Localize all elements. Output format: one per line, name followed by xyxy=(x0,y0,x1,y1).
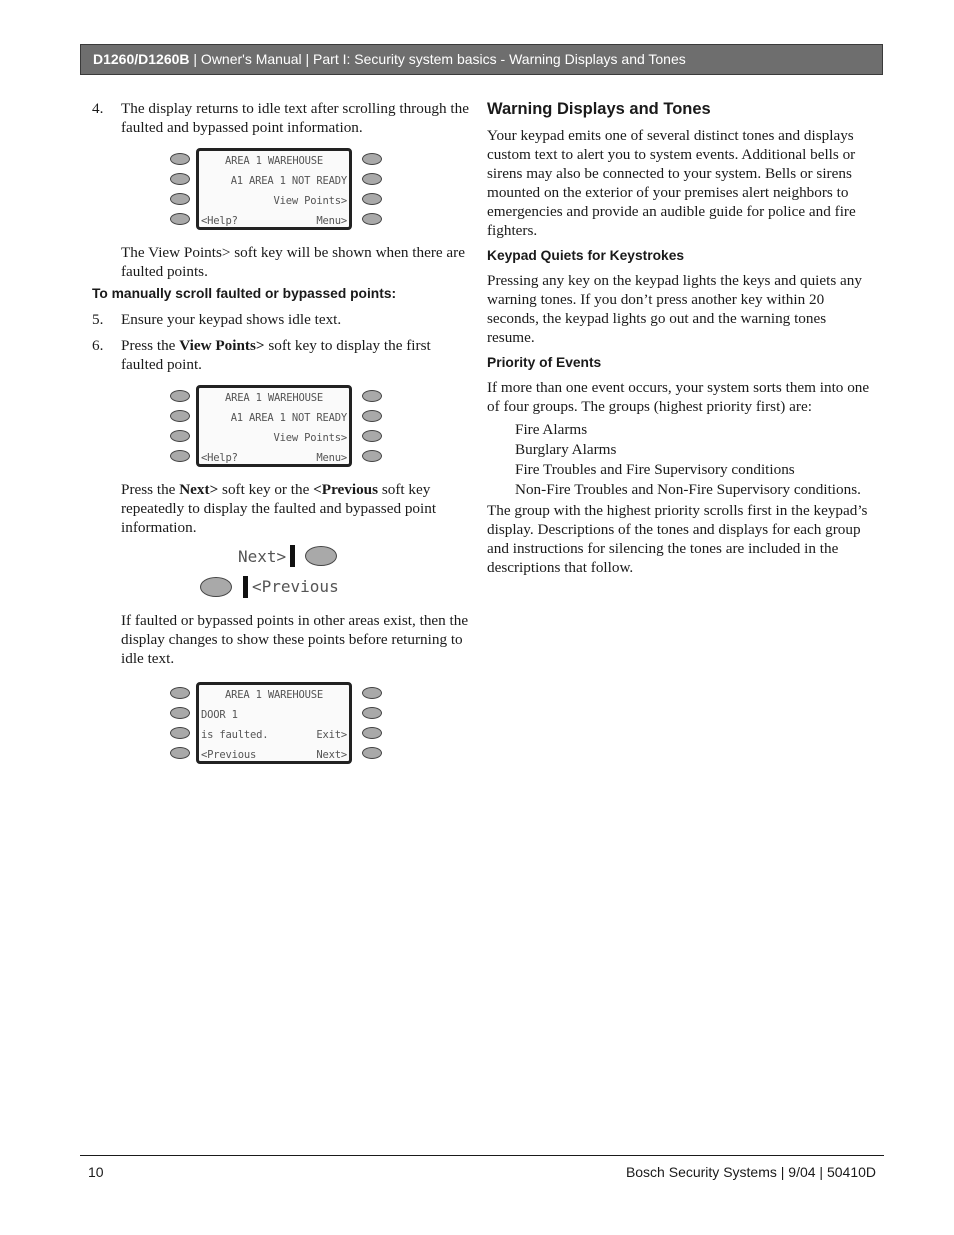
previous-softkey-text: <Previous xyxy=(252,577,339,596)
view-points-label: View Points> xyxy=(179,337,265,354)
step-6-text-end: soft key to display the first faulted point. xyxy=(121,337,431,373)
keypad-button xyxy=(170,687,190,699)
display-line-3: View Points> xyxy=(273,195,347,207)
previous-softkey-label: <Previous xyxy=(201,749,257,761)
scroll-heading: To manually scroll faulted or bypassed points: xyxy=(92,286,397,301)
step-4 xyxy=(92,99,472,137)
step-4-text: The display returns to idle text after scrolling through the faulted and bypassed point information. xyxy=(121,100,469,136)
next-previous-instruction xyxy=(92,480,472,537)
keypad-button xyxy=(170,430,190,442)
right-column xyxy=(487,99,872,577)
priority-heading: Priority of Events xyxy=(487,355,602,370)
next-softkey-label: Next> xyxy=(316,749,347,761)
previous-softkey-button xyxy=(200,577,232,597)
faulted-text: is faulted. xyxy=(201,729,269,741)
keypad-button xyxy=(362,410,382,422)
keypad-display xyxy=(196,148,352,230)
step-5-text: Ensure your keypad shows idle text. xyxy=(121,311,342,328)
next-label: Next> xyxy=(179,481,219,498)
display-line-2: A1 AREA 1 NOT READY xyxy=(230,412,347,424)
next-softkey-text: Next> xyxy=(238,547,287,566)
instruction-text: Press the xyxy=(121,481,180,498)
priority-paragraph: If more than one event occurs, your system sorts them into one of four groups. The groups (highest priority first) are: xyxy=(487,379,870,415)
display-line-4 xyxy=(201,448,347,468)
next-softkey-button xyxy=(305,546,337,566)
keypad-button xyxy=(362,153,382,165)
display-line-2: DOOR 1 xyxy=(201,709,238,721)
other-areas-note: If faulted or bypassed points in other areas exist, then the display changes to show these points before returning to idle text. xyxy=(121,612,469,667)
display-line-3 xyxy=(201,725,347,745)
keypad-button xyxy=(170,390,190,402)
quiet-paragraph: Pressing any key on the keypad lights the keys and quiets any warning tones. If you don’t press another key within 20 seconds, the keypad lights go out and the warning tones resume. xyxy=(487,272,862,346)
cursor-bar xyxy=(243,576,248,598)
help-softkey-label: <Help? xyxy=(201,215,238,227)
list-item: Burglary Alarms xyxy=(515,441,617,458)
keypad-display xyxy=(196,682,352,764)
display-line-1: AREA 1 WAREHOUSE xyxy=(225,155,323,167)
step-5-number: 5. xyxy=(92,311,104,328)
intro-paragraph: Your keypad emits one of several distinct tones and displays custom text to alert you to system events. Additional bells or sirens may also be connected to your system. Bells or sirens mounted on the exterior of your premises alert neighbors to emergencies and provide an audible guide for police and fire fighters. xyxy=(487,127,856,239)
step-6-text-start: Press the xyxy=(121,337,180,354)
display-line-4 xyxy=(201,211,347,231)
keypad-button xyxy=(170,450,190,462)
help-softkey-label: <Help? xyxy=(201,452,238,464)
keypad-button xyxy=(362,193,382,205)
keypad-button xyxy=(170,193,190,205)
keypad-button xyxy=(362,687,382,699)
previous-label: <Previous xyxy=(313,481,379,498)
menu-softkey-label: Menu> xyxy=(316,452,347,464)
keypad-button xyxy=(362,727,382,739)
header-model: D1260/D1260B xyxy=(93,51,190,67)
keypad-illustration-1 xyxy=(168,147,384,235)
cursor-bar xyxy=(290,545,295,567)
keypad-button xyxy=(170,173,190,185)
exit-softkey-label: Exit> xyxy=(316,729,347,741)
keypad-button xyxy=(362,450,382,462)
keypad-illustration-3 xyxy=(168,681,384,769)
list-item: Fire Troubles and Fire Supervisory conditions xyxy=(515,461,795,478)
keypad-button xyxy=(362,707,382,719)
section-title: Warning Displays and Tones xyxy=(487,100,711,118)
next-previous-softkeys xyxy=(92,541,352,603)
keypad-button xyxy=(170,747,190,759)
step-6 xyxy=(92,336,472,374)
priority-groups-list xyxy=(487,420,872,499)
display-line-2: A1 AREA 1 NOT READY xyxy=(230,175,347,187)
keypad-button xyxy=(170,707,190,719)
closing-paragraph: The group with the highest priority scrolls first in the keypad’s display. Descriptions of the tones and displays for each group and instructions for silencing the tones are included in the descriptions that follow. xyxy=(487,502,868,576)
display-line-4 xyxy=(201,745,347,765)
instruction-text: soft key repeatedly to display the faulted and bypassed point information. xyxy=(121,481,437,536)
keypad-button xyxy=(362,173,382,185)
keypad-display xyxy=(196,385,352,467)
keypad-button xyxy=(170,213,190,225)
step-5 xyxy=(92,310,472,329)
footer-divider xyxy=(80,1155,884,1156)
display-line-1: AREA 1 WAREHOUSE xyxy=(225,392,323,404)
step-6-number: 6. xyxy=(92,337,104,354)
keypad-button xyxy=(362,747,382,759)
step-4-number: 4. xyxy=(92,100,104,117)
keypad-button xyxy=(170,410,190,422)
quiet-heading: Keypad Quiets for Keystrokes xyxy=(487,248,685,263)
keypad-illustration-2 xyxy=(168,384,384,472)
left-column xyxy=(92,99,472,769)
keypad-button xyxy=(362,213,382,225)
list-item: Non-Fire Troubles and Non-Fire Supervisory conditions. xyxy=(515,481,861,498)
menu-softkey-label: Menu> xyxy=(316,215,347,227)
keypad-button xyxy=(362,390,382,402)
keypad-button xyxy=(362,430,382,442)
list-item: Fire Alarms xyxy=(515,421,588,438)
page-header xyxy=(80,44,883,75)
footer-publisher: Bosch Security Systems | 9/04 | 50410D xyxy=(625,1164,876,1180)
display-line-3: View Points> xyxy=(273,432,347,444)
display-line-1: AREA 1 WAREHOUSE xyxy=(225,689,323,701)
view-points-note: The View Points> soft key will be shown when there are faulted points. xyxy=(121,244,465,280)
header-title: | Owner's Manual | Part I: Security system basics - Warning Displays and Tones xyxy=(189,51,686,67)
keypad-button xyxy=(170,153,190,165)
page-number: 10 xyxy=(88,1164,104,1180)
instruction-text: soft key or the xyxy=(218,481,314,498)
keypad-button xyxy=(170,727,190,739)
